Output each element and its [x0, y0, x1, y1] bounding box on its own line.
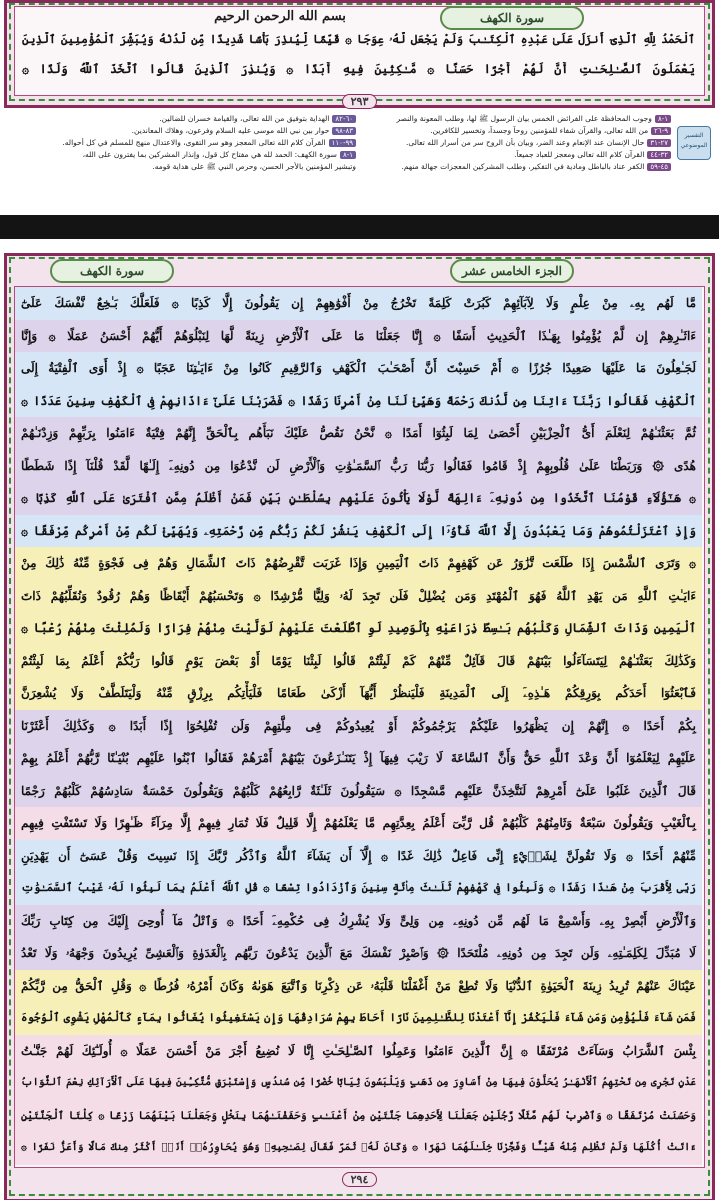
note-item: ٤٥-٥٩الكفر عناد بالباطل ومادية في التفكير، وطلب المشركين المعجزات جهالة منهم.	[371, 162, 671, 171]
verse-line: فَمَن شَآءَ فَلْيُؤْمِن وَمَن شَآءَ فَلْيَكْفُرْ إِنَّآ أَعْتَدْنَا لِلظَّـٰلِمِينَ نَارًا أَحَاطَ بِهِمْ سُرَادِقُهَا وَإِن يَسْتَغِيثُوا يُغَاثُوا بِمَآءٍ كَٱلْمُهْلِ يَشْوِى ٱلْوُجُوهَ	[21, 1011, 696, 1025]
verse-line: لَجَـٰعِلُونَ مَا عَلَيْهَا صَعِيدًا جُرُزًا ۞ أَمْ حَسِبْتَ أَنَّ أَصْحَـٰبَ ٱلْكَهْفِ وَٱلرَّقِيمِ كَانُوا مِنْ ءَايَـٰتِنَا عَجَبًا ۞ إِذْ أَوَى ٱلْفِتْيَةُ إِلَى	[21, 361, 696, 376]
verse-line: ءَاثَـٰرِهِمْ إِن لَّمْ يُؤْمِنُوا بِهَـٰذَا ٱلْحَدِيثِ أَسَفًا ۞ إِنَّا جَعَلْنَا مَا عَلَى ٱلْأَرْضِ زِينَةً لَّهَا لِنَبْلُوَهُمْ أَيُّهُمْ أَحْسَنُ عَمَلًا ۞ وَإِنَّا	[21, 328, 696, 343]
verse-line: بِئْسَ ٱلشَّرَابُ وَسَآءَتْ مُرْتَفَقًا ۞ إِنَّ ٱلَّذِينَ ءَامَنُوا وَعَمِلُوا ٱلصَّـٰلِحَـٰتِ إِنَّا لَا نُضِيعُ أَجْرَ مَنْ أَحْسَنَ عَمَلًا ۞ أُولَـٰٓئِكَ لَهُمْ جَنَّـٰتُ	[21, 1043, 696, 1058]
surah-header	[440, 6, 584, 30]
verse-line: ءَايَـٰتِ ٱللَّهِ مَن يَهْدِ ٱللَّهُ فَهُوَ ٱلْمُهْتَدِ وَمَن يُضْلِلْ فَلَن تَجِدَ لَهُۥ وَلِيًّا مُّرْشِدًا ۞ وَتَحْسَبُهُمْ أَيْقَاظًا وَهُمْ رُقُودٌ وَنُقَلِّبُهُمْ ذَاتَ	[21, 588, 696, 603]
note-item: وتبشير المؤمنين بالأجر الحسن، وحرص النبي ﷺ على هداية قومه.	[152, 162, 356, 171]
verse-line: ۞ هَـٰٓؤُلَآءِ قَوْمُنَا ٱتَّخَذُوا مِن دُونِهِۦٓ ءَالِهَةً لَّوْلَا يَأْتُونَ عَلَيْهِم بِسُلْطَـٰنٍ بَيِّنٍ فَمَنْ أَظْلَمُ مِمَّنِ ٱفْتَرَىٰ عَلَى ٱللَّهِ كَذِبًا ۞	[21, 491, 696, 506]
verse-line: ٱلْكَهْفِ فَقَالُوا رَبَّنَآ ءَاتِنَا مِن لَّدُنكَ رَحْمَةً وَهَيِّئْ لَنَا مِنْ أَمْرِنَا رَشَدًا ۞ فَضَرَبْنَا عَلَىٰٓ ءَاذَانِهِمْ فِى ٱلْكَهْفِ سِنِينَ عَدَدًا ۞	[21, 393, 696, 408]
mushaf-page-top	[0, 0, 719, 205]
verse-line: وَحَسُنَتْ مُرْتَفَقًا ۞ وَٱضْرِبْ لَهُم مَّثَلًا رَّجُلَيْنِ جَعَلْنَا لِأَحَدِهِمَا جَنَّتَيْنِ مِنْ أَعْنَـٰبٍ وَحَفَفْنَـٰهُمَا بِنَخْلٍ وَجَعَلْنَا بَيْنَهُمَا زَرْعًا ۞ كِلْتَا ٱلْجَنَّتَيْنِ	[21, 1109, 696, 1122]
verse-block	[15, 287, 702, 1165]
verse-line: وَإِذِ ٱعْتَزَلْتُمُوهُمْ وَمَا يَعْبُدُونَ إِلَّا ٱللَّهَ فَأْوُۥٓا إِلَى ٱلْكَهْفِ يَنشُرْ لَكُمْ رَبُّكُم مِّن رَّحْمَتِهِۦ وَيُهَيِّئْ لَكُم مِّنْ أَمْرِكُم مِّرْفَقًا ۞	[21, 523, 696, 538]
note-item: ٩٩-١١٠القرآن كلام الله تعالى المعجز وهو سر التقوى، والاعتدال منهج للمسلم في كل أحواله.	[11, 138, 356, 147]
note-item: ١-٨وجوب المحافظة على الفرائض الخمس بيان الرسول ﷺ لها، وطلب المعونة والنصر	[371, 114, 671, 125]
verse-line: مِّنْهُمْ أَحَدًا ۞ وَلَا تَقُولَنَّ لِشَا۟يْءٍ إِنِّى فَاعِلٌ ذَٰلِكَ غَدًا ۞ إِلَّآ أَن يَشَآءَ ٱللَّهُ وَٱذْكُر رَّبَّكَ إِذَا نَسِيتَ وَقُلْ عَسَىٰٓ أَن يَهْدِيَنِ	[21, 848, 696, 863]
page-number: ٢٩٣	[300, 94, 419, 109]
note-item: ٢٧-٣١حال الإنسان عند الإنعام وعند الضر، وبيان بأن الروح سر من أسرار الله تعالى.	[371, 138, 671, 147]
page-divider-bar	[0, 215, 719, 239]
verse-line: وَٱلْأَرْضِ أَبْصِرْ بِهِۦ وَأَسْمِعْ مَا لَهُم مِّن دُونِهِۦ مِن وَلِىٍّ وَلَا يُشْرِكُ فِى حُكْمِهِۦٓ أَحَدًا ۞ وَٱتْلُ مَآ أُوحِىَ إِلَيْكَ مِن كِتَابِ رَبِّكَ	[21, 913, 696, 928]
verse-line: مَّا لَهُم بِهِۦ مِنْ عِلْمٍ وَلَا لِآبَآئِهِمْ كَبُرَتْ كَلِمَةً تَخْرُجُ مِنْ أَفْوَٰهِهِمْ إِن يَقُولُونَ إِلَّا كَذِبًا ۞ فَلَعَلَّكَ بَـٰخِعٌ نَّفْسَكَ عَلَىٰٓ	[21, 296, 696, 310]
verse-line: ءَاتَتْ أُكُلَهَا وَلَمْ تَظْلِم مِّنْهُ شَيْـًٔا وَفَجَّرْنَا خِلَـٰلَهُمَا نَهَرًا ۞ وَكَانَ لَهُۥ ثَمَرٌ فَقَالَ لِصَـٰحِبِهِۦ وَهُوَ يُحَاوِرُهُۥٓ أَنَا۠ أَكْثَرُ مِنكَ مَالًا وَأَعَزُّ نَفَرًا ۞	[21, 1142, 696, 1154]
verse-line: فَٱبْعَثُوٓا أَحَدَكُم بِوَرِقِكُمْ هَـٰذِهِۦٓ إِلَى ٱلْمَدِينَةِ فَلْيَنظُرْ أَيُّهَآ أَزْكَىٰ طَعَامًا فَلْيَأْتِكُم بِرِزْقٍ مِّنْهُ وَلْيَتَلَطَّفْ وَلَا يُشْعِرَنَّ	[21, 686, 696, 701]
verse-line: لَا مُبَدِّلَ لِكَلِمَـٰتِهِۦ وَلَن تَجِدَ مِن دُونِهِۦ مُلْتَحَدًا ۞ وَٱصْبِرْ نَفْسَكَ مَعَ ٱلَّذِينَ يَدْعُونَ رَبَّهُم بِٱلْغَدَوٰةِ وَٱلْعَشِىِّ يُرِيدُونَ وَجْهَهُۥ وَلَا تَعْدُ	[21, 946, 696, 961]
bismillah: بسم الله الرحمن الرحيم	[214, 9, 346, 24]
verse-line: عَلَيْهِمْ لِيَعْلَمُوٓا أَنَّ وَعْدَ ٱللَّهِ حَقٌّ وَأَنَّ ٱلسَّاعَةَ لَا رَيْبَ فِيهَآ إِذْ يَتَنَـٰزَعُونَ بَيْنَهُمْ أَمْرَهُمْ فَقَالُوا ٱبْنُوا عَلَيْهِم بُنْيَـٰنًا رَّبُّهُمْ أَعْلَمُ بِهِمْ	[21, 751, 696, 766]
note-item: ٦٠-٨٢الهداية بتوفيق من الله تعالى، والقيامة خسران للضالين.	[11, 114, 356, 123]
surah-name: سورة الكهف	[479, 11, 545, 25]
verse-line: قَالَ ٱلَّذِينَ غَلَبُوا عَلَىٰٓ أَمْرِهِمْ لَنَتَّخِذَنَّ عَلَيْهِم مَّسْجِدًا ۞ سَيَقُولُونَ ثَلَـٰثَةٌ رَّابِعُهُمْ كَلْبُهُمْ وَيَقُولُونَ خَمْسَةٌ سَادِسُهُمْ كَلْبُهُمْ رَجْمًا	[21, 783, 696, 798]
juz-header: الجزء الخامس عشر	[450, 259, 574, 283]
verse-line: ٱلْيَمِينِ وَذَاتَ ٱلشِّمَالِ وَكَلْبُهُم بَـٰسِطٌ ذِرَاعَيْهِ بِٱلْوَصِيدِ لَوِ ٱطَّلَعْتَ عَلَيْهِمْ لَوَلَّيْتَ مِنْهُمْ فِرَارًا وَلَمُلِئْتَ مِنْهُمْ رُعْبًا ۞	[21, 621, 696, 636]
verse-line: رَبِّى لِأَقْرَبَ مِنْ هَـٰذَا رَشَدًا ۞ وَلَبِثُوا فِى كَهْفِهِمْ ثَلَـٰثَ مِا۟ئَةٍ سِنِينَ وَٱزْدَادُوا تِسْعًا ۞ قُلِ ٱللَّهُ أَعْلَمُ بِمَا لَبِثُوا لَهُۥ غَيْبُ ٱلسَّمَـٰوَٰتِ	[21, 881, 696, 895]
note-item: ٩-٢٦من الله تعالى، والقرآن شفاء للمؤمنين روحاً وجسداً، وتخسير للكافرين.	[371, 126, 671, 135]
note-item: ١-٨سورة الكهف: الحمد لله هي مفتاح كل قول، وإنذار المشركين بما يفترون على الله،	[11, 150, 356, 159]
verse-line: ٱلْحَمْدُ لِلَّهِ ٱلَّذِىٓ أَنزَلَ عَلَىٰ عَبْدِهِ ٱلْكِتَـٰبَ وَلَمْ يَجْعَل لَّهُۥ عِوَجَا ۞ قَيِّمًا لِّيُنذِرَ بَأْسًا شَدِيدًا مِّن لَّدُنْهُ وَيُبَشِّرَ ٱلْمُؤْمِنِينَ ٱلَّذِينَ	[22, 32, 695, 46]
thematic-notes	[8, 112, 711, 204]
verse-line: ثُمَّ بَعَثْنَـٰهُمْ لِنَعْلَمَ أَىُّ ٱلْحِزْبَيْنِ أَحْصَىٰ لِمَا لَبِثُوٓا أَمَدًا ۞ نَّحْنُ نَقُصُّ عَلَيْكَ نَبَأَهُم بِٱلْحَقِّ إِنَّهُمْ فِتْيَةٌ ءَامَنُوا بِرَبِّهِمْ وَزِدْنَـٰهُمْ	[21, 426, 696, 441]
verse-line: بِٱلْغَيْبِ وَيَقُولُونَ سَبْعَةٌ وَثَامِنُهُمْ كَلْبُهُمْ قُل رَّبِّىٓ أَعْلَمُ بِعِدَّتِهِم مَّا يَعْلَمُهُمْ إِلَّا قَلِيلٌ فَلَا تُمَارِ فِيهِمْ إِلَّا مِرَآءً ظَـٰهِرًا وَلَا تَسْتَفْتِ فِيهِم	[21, 816, 696, 831]
tafsir-logo: التفسير الموضوعي	[677, 126, 711, 160]
verse-line: هُدًى ۞ وَرَبَطْنَا عَلَىٰ قُلُوبِهِمْ إِذْ قَامُوا فَقَالُوا رَبُّنَا رَبُّ ٱلسَّمَـٰوَٰتِ وَٱلْأَرْضِ لَن نَّدْعُوَا مِن دُونِهِۦٓ إِلَـٰهًا لَّقَدْ قُلْنَآ إِذًا شَطَطًا	[21, 458, 696, 473]
surah-name: سورة الكهف	[79, 264, 145, 278]
note-item: ٣٢-٤٤القرآن كلام الله تعالى ومعجز للعباد جميعاً.	[371, 150, 671, 159]
verse-line: وَكَذَٰلِكَ بَعَثْنَـٰهُمْ لِيَتَسَآءَلُوا بَيْنَهُمْ قَالَ قَآئِلٌ مِّنْهُمْ كَمْ لَبِثْتُمْ قَالُوا لَبِثْنَا يَوْمًا أَوْ بَعْضَ يَوْمٍ قَالُوا رَبُّكُمْ أَعْلَمُ بِمَا لَبِثْتُمْ	[21, 653, 696, 668]
verse-line: عَيْنَاكَ عَنْهُمْ تُرِيدُ زِينَةَ ٱلْحَيَوٰةِ ٱلدُّنْيَا وَلَا تُطِعْ مَنْ أَغْفَلْنَا قَلْبَهُۥ عَن ذِكْرِنَا وَٱتَّبَعَ هَوَىٰهُ وَكَانَ أَمْرُهُۥ فُرُطًا ۞ وَقُلِ ٱلْحَقُّ مِن رَّبِّكُمْ	[21, 978, 696, 993]
surah-header	[50, 259, 174, 283]
mushaf-page-bottom	[0, 239, 719, 1200]
page-number: ٢٩٤	[300, 1172, 419, 1187]
verse-line: يَعْمَلُونَ ٱلصَّـٰلِحَـٰتِ أَنَّ لَهُمْ أَجْرًا حَسَنًا ۞ مَّـٰكِثِينَ فِيهِ أَبَدًا ۞ وَيُنذِرَ ٱلَّذِينَ قَالُوا ٱتَّخَذَ ٱللَّهُ وَلَدًا ۞	[22, 62, 695, 76]
verse-line: ۞ وَتَرَى ٱلشَّمْسَ إِذَا طَلَعَت تَّزَٰوَرُ عَن كَهْفِهِمْ ذَاتَ ٱلْيَمِينِ وَإِذَا غَرَبَت تَّقْرِضُهُمْ ذَاتَ ٱلشِّمَالِ وَهُمْ فِى فَجْوَةٍ مِّنْهُ ذَٰلِكَ مِنْ	[21, 556, 697, 571]
note-item: ٨٣-٩٨حوار بين نبي الله موسى عليه السلام وفرعون، وهلاك المعاندين.	[11, 126, 356, 135]
verse-block	[16, 30, 701, 92]
verse-line: بِكُمْ أَحَدًا ۞ إِنَّهُمْ إِن يَظْهَرُوا عَلَيْكُمْ يَرْجُمُوكُمْ أَوْ يُعِيدُوكُمْ فِى مِلَّتِهِمْ وَلَن تُفْلِحُوٓا إِذًا أَبَدًا ۞ وَكَذَٰلِكَ أَعْثَرْنَا	[21, 718, 696, 733]
verse-line: عَدْنٍ تَجْرِى مِن تَحْتِهِمُ ٱلْأَنْهَـٰرُ يُحَلَّوْنَ فِيهَا مِنْ أَسَاوِرَ مِن ذَهَبٍ وَيَلْبَسُونَ ثِيَابًا خُضْرًا مِّن سُندُسٍ وَإِسْتَبْرَقٍ مُّتَّكِـِٔينَ فِيهَا عَلَى ٱلْأَرَآئِكِ نِعْمَ ٱلثَّوَابُ	[21, 1077, 696, 1089]
